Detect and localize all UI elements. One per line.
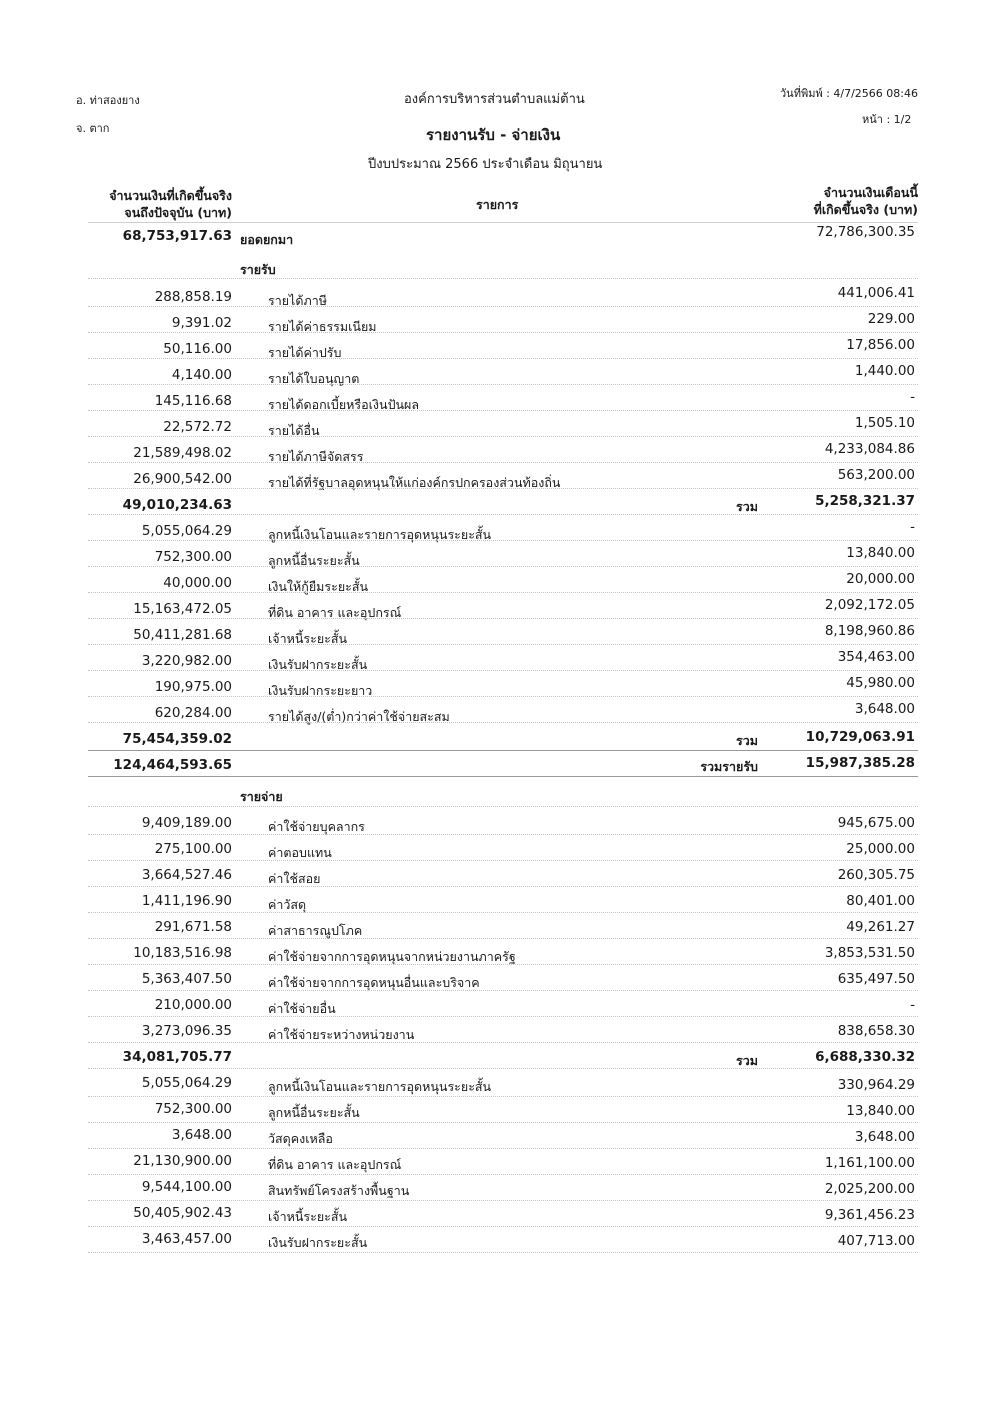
cumulative-amount: 291,671.58 <box>154 919 232 935</box>
month-amount: 407,713.00 <box>837 1233 915 1249</box>
item-label: ค่าใช้จ่ายอื่น <box>268 1001 336 1016</box>
cumulative-amount: 5,055,064.29 <box>141 523 232 539</box>
page-number: หน้า : 1/2 <box>862 113 912 126</box>
item-label: รายได้อื่น <box>268 423 320 438</box>
row-divider <box>88 886 918 887</box>
district-label: อ. ท่าสองยาง <box>76 94 140 107</box>
cumulative-amount: 50,116.00 <box>163 341 232 357</box>
cumulative-amount: 3,463,457.00 <box>141 1231 232 1247</box>
cumulative-amount: 15,163,472.05 <box>133 601 232 617</box>
month-amount: 13,840.00 <box>846 1103 915 1119</box>
cumulative-amount: 752,300.00 <box>154 549 232 565</box>
item-label: ค่าสาธารณูปโภค <box>268 923 363 938</box>
month-amount: 8,198,960.86 <box>824 623 915 639</box>
cumulative-amount: 752,300.00 <box>154 1101 232 1117</box>
row-divider <box>88 1252 918 1253</box>
month-amount: 1,505.10 <box>854 415 915 431</box>
subtotal-label: รวม <box>736 733 758 748</box>
item-label: รายได้ภาษี <box>268 293 327 308</box>
column-header-month-line2: ที่เกิดขึ้นจริง (บาท) <box>813 202 918 217</box>
item-label: รายได้ใบอนุญาต <box>268 371 360 386</box>
row-divider <box>88 332 918 333</box>
item-label: เจ้าหนี้ระยะสั้น <box>268 1209 348 1224</box>
item-label: ค่าใช้สอย <box>268 871 321 886</box>
row-divider <box>88 566 918 567</box>
province-label: จ. ตาก <box>76 122 110 135</box>
item-label: เงินรับฝากระยะสั้น <box>268 657 368 672</box>
row-divider <box>88 696 918 697</box>
column-header-items: รายการ <box>476 197 519 212</box>
row-divider <box>88 1200 918 1201</box>
cumulative-amount: 9,391.02 <box>171 315 232 331</box>
row-divider <box>88 358 918 359</box>
total-label: รวมรายรับ <box>700 759 758 774</box>
cumulative-amount: 620,284.00 <box>154 705 232 721</box>
item-label: วัสดุคงเหลือ <box>268 1131 333 1146</box>
item-label: ลูกหนี้เงินโอนและรายการอุดหนุนระยะสั้น <box>268 527 492 542</box>
row-divider <box>88 592 918 593</box>
row-divider <box>88 1096 918 1097</box>
cumulative-amount: 9,544,100.00 <box>141 1179 232 1195</box>
month-amount: 260,305.75 <box>837 867 915 883</box>
month-amount: 838,658.30 <box>837 1023 915 1039</box>
item-label: รายได้ดอกเบี้ยหรือเงินปันผล <box>268 397 420 412</box>
item-label: รายได้สูง/(ต่ำ)กว่าค่าใช้จ่ายสะสม <box>268 709 450 724</box>
row-divider <box>88 860 918 861</box>
header-divider <box>88 222 918 223</box>
cumulative-amount: 9,409,189.00 <box>141 815 232 831</box>
row-divider <box>88 1042 918 1043</box>
row-divider <box>88 670 918 671</box>
month-amount: 80,401.00 <box>846 893 915 909</box>
month-amount: 330,964.29 <box>837 1077 915 1093</box>
item-label: ค่าใช้จ่ายจากการอุดหนุนอื่นและบริจาค <box>268 975 480 990</box>
month-subtotal: 6,688,330.32 <box>815 1049 915 1065</box>
month-subtotal: 10,729,063.91 <box>805 729 915 745</box>
row-divider <box>88 1148 918 1149</box>
carried-forward-month: 72,786,300.35 <box>816 224 915 240</box>
cumulative-amount: 210,000.00 <box>154 997 232 1013</box>
row-divider <box>88 410 918 411</box>
month-amount: 635,497.50 <box>837 971 915 987</box>
subtotal-label: รวม <box>736 1053 758 1068</box>
item-label: ค่าใช้จ่ายระหว่างหน่วยงาน <box>268 1027 415 1042</box>
cumulative-amount: 10,183,516.98 <box>133 945 232 961</box>
row-divider <box>88 722 918 723</box>
row-divider <box>88 776 918 777</box>
cumulative-amount: 26,900,542.00 <box>133 471 232 487</box>
item-label: รายได้ค่าธรรมเนียม <box>268 319 377 334</box>
month-amount: 1,440.00 <box>854 363 915 379</box>
month-amount: 1,161,100.00 <box>824 1155 915 1171</box>
cumulative-amount: 22,572.72 <box>163 419 232 435</box>
item-label: สินทรัพย์โครงสร้างพื้นฐาน <box>268 1183 410 1198</box>
cumulative-amount: 50,411,281.68 <box>133 627 232 643</box>
cumulative-subtotal: 75,454,359.02 <box>122 731 232 747</box>
row-divider <box>88 912 918 913</box>
row-divider <box>88 938 918 939</box>
month-amount: 354,463.00 <box>837 649 915 665</box>
column-header-month-line1: จำนวนเงินเดือนนี้ <box>823 185 918 200</box>
item-label: รายได้ค่าปรับ <box>268 345 342 360</box>
receipts-heading: รายรับ <box>240 262 276 277</box>
row-divider <box>88 1068 918 1069</box>
item-label: ค่าตอบแทน <box>268 845 332 860</box>
cumulative-amount: 4,140.00 <box>171 367 232 383</box>
cumulative-amount: 288,858.19 <box>154 289 232 305</box>
month-amount: 13,840.00 <box>846 545 915 561</box>
cumulative-amount: 3,273,096.35 <box>141 1023 232 1039</box>
row-divider <box>88 1174 918 1175</box>
month-amount: 25,000.00 <box>846 841 915 857</box>
month-amount: - <box>910 519 915 535</box>
row-divider <box>88 834 918 835</box>
carried-forward-cumulative: 68,753,917.63 <box>122 228 232 244</box>
month-amount: 45,980.00 <box>846 675 915 691</box>
cumulative-amount: 3,664,527.46 <box>141 867 232 883</box>
item-label: เงินให้กู้ยืมระยะสั้น <box>268 579 369 594</box>
row-divider <box>88 990 918 991</box>
row-divider <box>88 384 918 385</box>
item-label: ที่ดิน อาคาร และอุปกรณ์ <box>268 1157 402 1172</box>
row-divider <box>88 462 918 463</box>
row-divider <box>88 750 918 751</box>
row-divider <box>88 806 918 807</box>
report-title: รายงานรับ - จ่ายเงิน <box>426 126 561 144</box>
item-label: ลูกหนี้อื่นระยะสั้น <box>268 1105 360 1120</box>
row-divider <box>88 488 918 489</box>
item-label: เงินรับฝากระยะยาว <box>268 683 373 698</box>
cumulative-amount: 275,100.00 <box>154 841 232 857</box>
item-label: ลูกหนี้อื่นระยะสั้น <box>268 553 360 568</box>
month-amount: 441,006.41 <box>837 285 915 301</box>
column-header-cumulative <box>90 187 232 221</box>
row-divider <box>88 278 918 279</box>
cumulative-amount: 50,405,902.43 <box>133 1205 232 1221</box>
subtotal-label: รวม <box>736 499 758 514</box>
print-date: วันที่พิมพ์ : 4/7/2566 08:46 <box>780 87 918 100</box>
month-amount: 20,000.00 <box>846 571 915 587</box>
item-label: รายได้ภาษีจัดสรร <box>268 449 364 464</box>
cumulative-amount: 3,220,982.00 <box>141 653 232 669</box>
row-divider <box>88 540 918 541</box>
month-amount: 3,648.00 <box>854 701 915 717</box>
month-amount: 229.00 <box>867 311 915 327</box>
row-divider <box>88 306 918 307</box>
expenditures-heading: รายจ่าย <box>240 789 283 804</box>
item-label: ค่าวัสดุ <box>268 897 307 912</box>
carried-forward-label: ยอดยกมา <box>240 232 294 247</box>
month-amount: 4,233,084.86 <box>824 441 915 457</box>
month-total: 15,987,385.28 <box>805 755 915 771</box>
month-amount: 9,361,456.23 <box>824 1207 915 1223</box>
cumulative-amount: 190,975.00 <box>154 679 232 695</box>
cumulative-amount: 5,055,064.29 <box>141 1075 232 1091</box>
row-divider <box>88 514 918 515</box>
row-divider <box>88 644 918 645</box>
cumulative-subtotal: 49,010,234.63 <box>122 497 232 513</box>
item-label: ค่าใช้จ่ายจากการอุดหนุนจากหน่วยงานภาครัฐ <box>268 949 516 964</box>
cumulative-amount: 1,411,196.90 <box>141 893 232 909</box>
column-header-cumulative-line1: จำนวนเงินที่เกิดขึ้นจริง <box>109 188 232 203</box>
column-header-month <box>760 184 918 218</box>
month-amount: 3,853,531.50 <box>824 945 915 961</box>
cumulative-amount: 3,648.00 <box>171 1127 232 1143</box>
month-amount: - <box>910 389 915 405</box>
month-amount: 17,856.00 <box>846 337 915 353</box>
cumulative-amount: 40,000.00 <box>163 575 232 591</box>
month-amount: 563,200.00 <box>837 467 915 483</box>
row-divider <box>88 1016 918 1017</box>
row-divider <box>88 618 918 619</box>
month-amount: 945,675.00 <box>837 815 915 831</box>
month-amount: 2,025,200.00 <box>824 1181 915 1197</box>
item-label: ที่ดิน อาคาร และอุปกรณ์ <box>268 605 402 620</box>
cumulative-subtotal: 34,081,705.77 <box>122 1049 232 1065</box>
month-amount: - <box>910 997 915 1013</box>
cumulative-total: 124,464,593.65 <box>113 757 232 773</box>
cumulative-amount: 21,589,498.02 <box>133 445 232 461</box>
report-subtitle: ปีงบประมาณ 2566 ประจำเดือน มิถุนายน <box>368 157 603 172</box>
row-divider <box>88 1122 918 1123</box>
item-label: รายได้ที่รัฐบาลอุดหนุนให้แก่องค์กรปกครองส่วนท้องถิ่น <box>268 475 561 490</box>
month-amount: 3,648.00 <box>854 1129 915 1145</box>
item-label: ลูกหนี้เงินโอนและรายการอุดหนุนระยะสั้น <box>268 1079 492 1094</box>
month-amount: 2,092,172.05 <box>824 597 915 613</box>
month-amount: 49,261.27 <box>846 919 915 935</box>
cumulative-amount: 145,116.68 <box>154 393 232 409</box>
organization-name: องค์การบริหารส่วนตำบลแม่ต้าน <box>404 92 585 107</box>
cumulative-amount: 5,363,407.50 <box>141 971 232 987</box>
cumulative-amount: 21,130,900.00 <box>133 1153 232 1169</box>
item-label: ค่าใช้จ่ายบุคลากร <box>268 819 365 834</box>
month-subtotal: 5,258,321.37 <box>815 493 915 509</box>
row-divider <box>88 1226 918 1227</box>
row-divider <box>88 964 918 965</box>
item-label: เงินรับฝากระยะสั้น <box>268 1235 368 1250</box>
item-label: เจ้าหนี้ระยะสั้น <box>268 631 348 646</box>
column-header-cumulative-line2: จนถึงปัจจุบัน (บาท) <box>124 205 232 220</box>
row-divider <box>88 436 918 437</box>
